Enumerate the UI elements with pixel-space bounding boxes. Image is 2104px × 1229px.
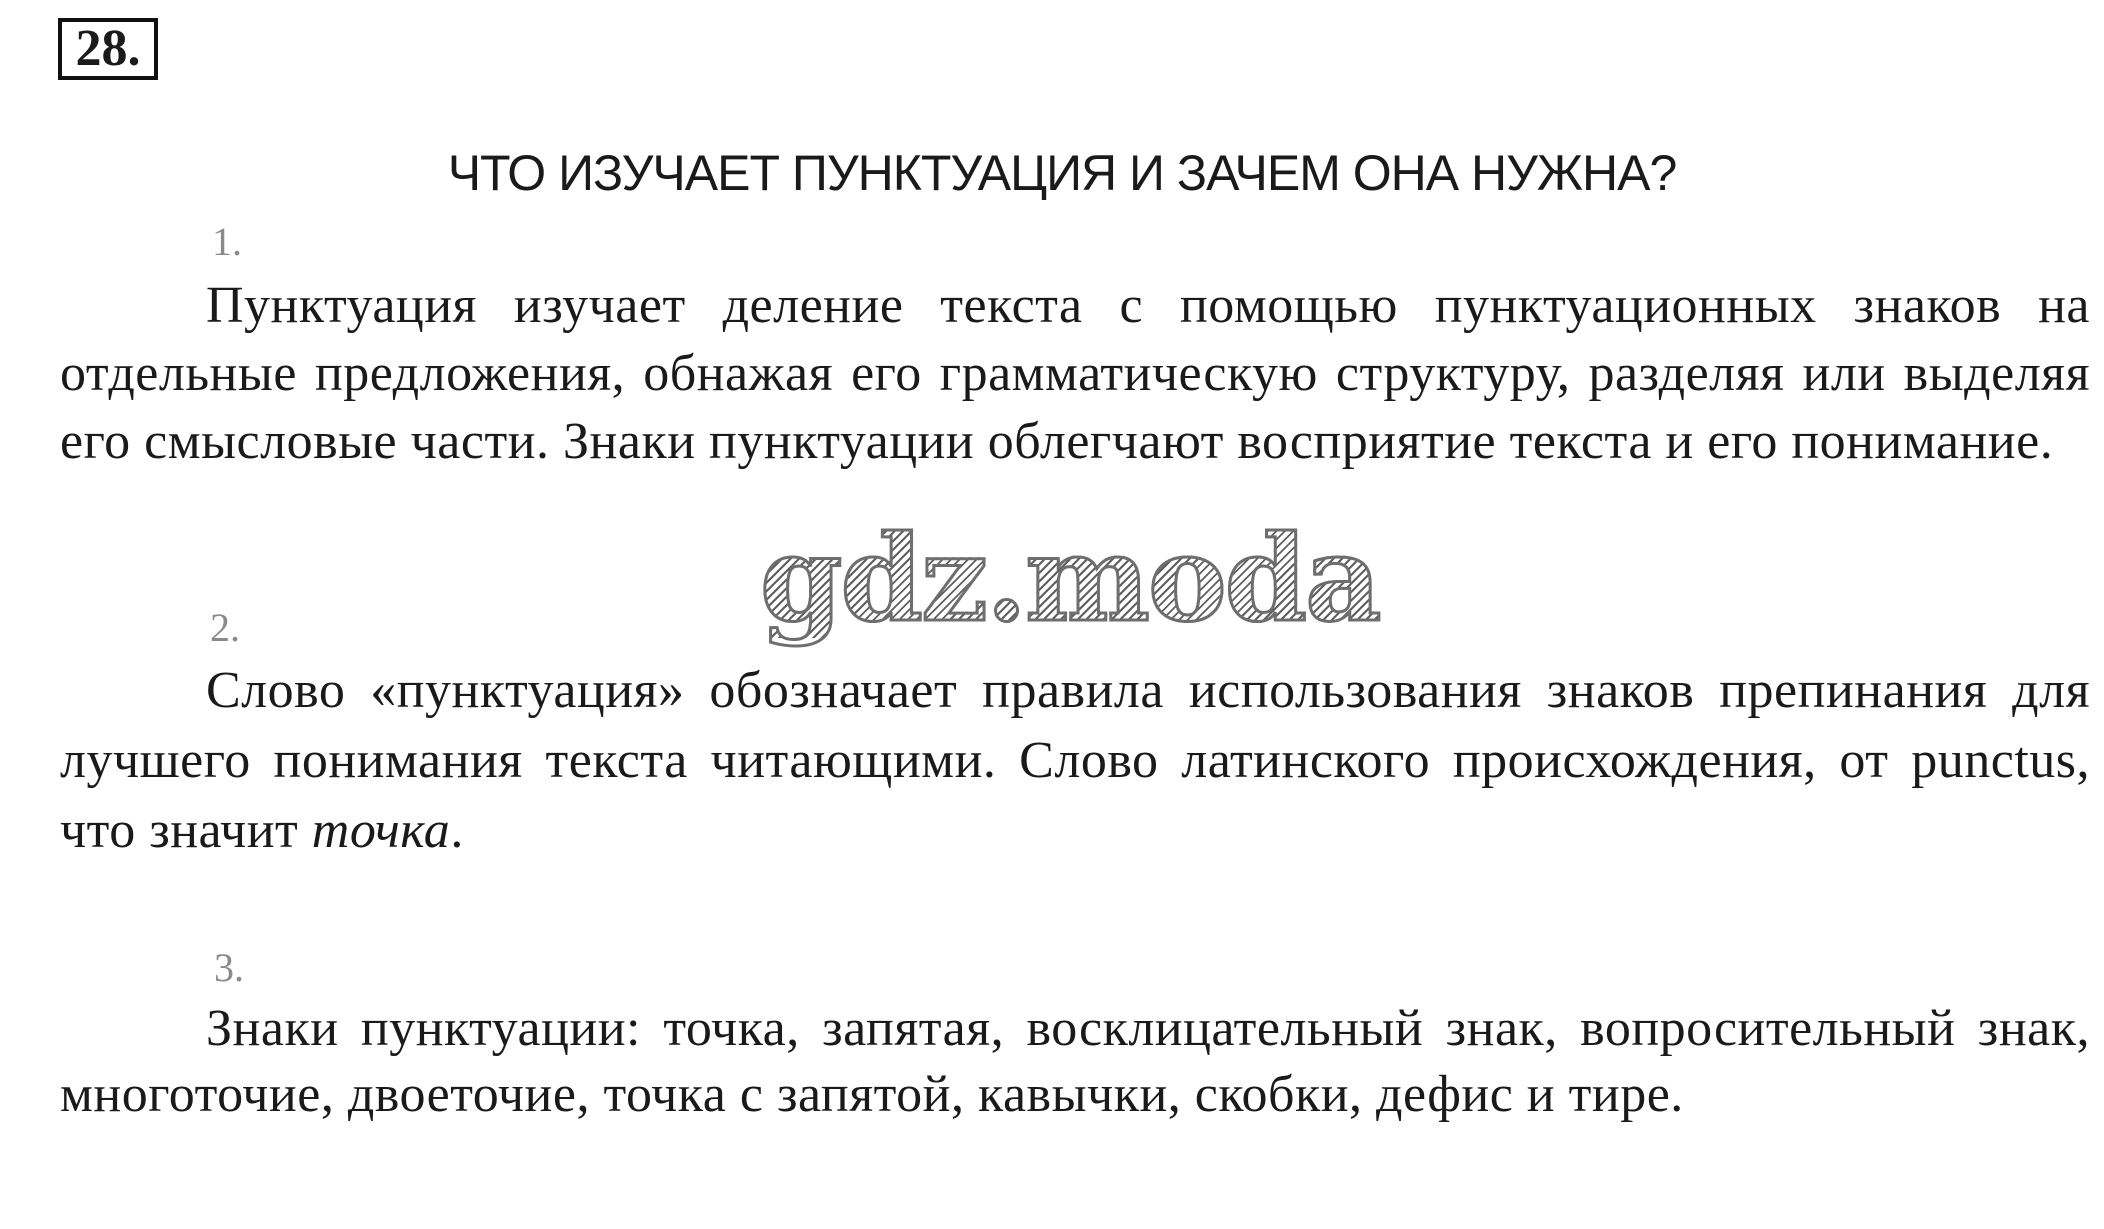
section-number-2: 2. bbox=[210, 605, 240, 650]
section-1-body: Пунктуация изучает деление текста с помощью пунктуационных знаков на отдельные предложения, обнажая его грамматическую структуру, разделяя или выделяя его смысловые части. Знаки пунктуации облегчают восприятие текста и его понимание. bbox=[60, 277, 2090, 470]
section-number-3: 3. bbox=[214, 945, 244, 990]
section-3-body: Знаки пунктуации: точка, запятая, восклицательный знак, вопросительный знак, многоточие, двоеточие, точка с запятой, кавычки, скобки, дефис и тире. bbox=[60, 1000, 2090, 1123]
section-text-3 bbox=[60, 996, 2090, 1128]
section-number-1: 1. bbox=[212, 219, 242, 264]
section-2-italic-word: точка bbox=[311, 802, 451, 859]
section-text-1 bbox=[60, 272, 2090, 476]
page-title: ЧТО ИЗУЧАЕТ ПУНКТУАЦИЯ И ЗАЧЕМ ОНА НУЖНА? bbox=[447, 145, 1677, 201]
watermark-logo: gdz.moda bbox=[760, 509, 1380, 648]
section-2-end: . bbox=[450, 802, 464, 859]
exercise-number: 28. bbox=[58, 18, 158, 80]
section-text-2 bbox=[60, 656, 2090, 866]
section-2-body: Слово «пунктуация» обозначает правила использования знаков препинания для лучшего понимания текста читающими. Слово латинского происхождения, от punctus, что значит bbox=[60, 662, 2090, 859]
